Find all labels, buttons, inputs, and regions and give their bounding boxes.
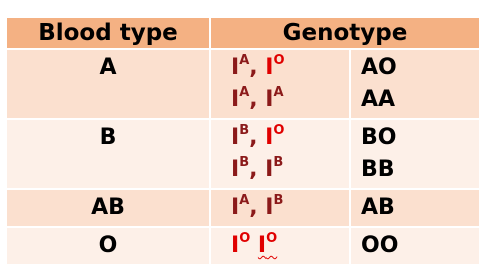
alleles-cell [210,189,350,227]
allele-2-sup: O [273,122,285,138]
genotype-value: OO [361,233,399,258]
allele-1: I [231,125,240,150]
allele-2: I [257,233,267,258]
allele-1-sup: A [239,84,250,100]
allele-2-sup: A [273,84,284,100]
header-blood-type: Blood type [6,17,210,49]
allele-separator: , [249,87,258,112]
table-row [6,227,480,265]
table-row [6,119,480,189]
allele-1: I [231,55,240,80]
allele-pair [231,84,349,116]
allele-separator: , [249,125,258,150]
genotype-cell [350,227,480,265]
blood-type-cell: A [6,49,210,119]
allele-separator: , [249,55,258,80]
allele-separator: , [249,157,258,182]
allele-pair [231,154,349,186]
genotype-cell [350,119,480,189]
genotype-value: AA [361,87,396,112]
allele-2: I [265,55,274,80]
alleles-cell [210,227,350,265]
table-row [6,49,480,119]
blood-type-table [5,16,481,266]
allele-2-sup: B [273,154,284,170]
allele-2-sup: O [273,52,285,68]
allele-separator: , [249,195,258,220]
allele-2: I [265,87,274,112]
allele-2: I [265,125,274,150]
allele-pair [231,52,349,84]
genotype-value: BB [361,157,395,182]
allele-1: I [231,87,240,112]
allele-pair [231,230,349,262]
alleles-cell [210,49,350,119]
allele-2: I [265,195,274,220]
allele-1-sup: B [239,122,250,138]
allele-1-sup: O [239,230,251,246]
allele-1: I [231,195,240,220]
allele-1: I [231,157,240,182]
genotype-value: AB [361,195,395,220]
allele-2-sup: O [266,230,278,246]
genotype-cell [350,49,480,119]
alleles-cell [210,119,350,189]
allele-1: I [231,233,240,258]
allele-pair [231,122,349,154]
genotype-cell [350,189,480,227]
allele-1-sup: A [239,192,250,208]
blood-type-cell: B [6,119,210,189]
blood-type-table-container [5,16,481,266]
allele-1-sup: B [239,154,250,170]
table-header-row [6,17,480,49]
table-row [6,189,480,227]
blood-type-cell: O [6,227,210,265]
header-genotype: Genotype [210,17,480,49]
genotype-value: BO [361,125,397,150]
allele-2-sup: B [273,192,284,208]
genotype-value: AO [361,55,397,80]
blood-type-cell: AB [6,189,210,227]
allele-1-sup: A [239,52,250,68]
allele-pair [231,192,349,224]
allele-2: I [265,157,274,182]
